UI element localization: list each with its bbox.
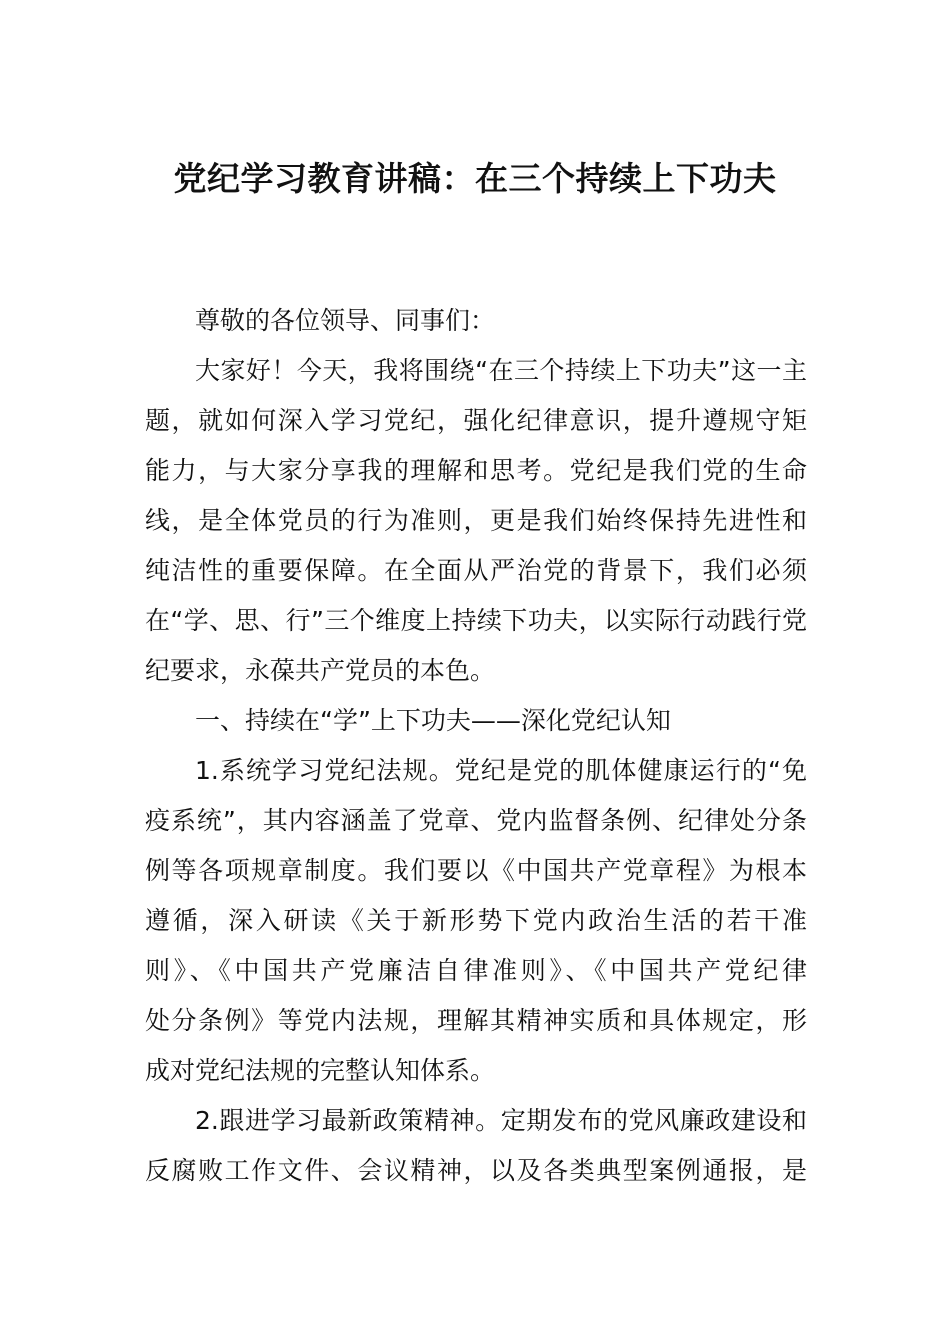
paragraph-line: 反腐败工作文件、会议精神，以及各类典型案例通报，是	[145, 1156, 807, 1185]
paragraph-line: 纯洁性的重要保障。在全面从严治党的背景下，我们必须	[145, 556, 807, 585]
paragraph-line: 线，是全体党员的行为准则，更是我们始终保持先进性和	[145, 506, 807, 535]
paragraph-intro	[145, 346, 807, 696]
paragraph-line: 在“学、思、行”三个维度上持续下功夫，以实际行动践行党	[145, 606, 807, 635]
paragraph-policy-study	[145, 1096, 807, 1196]
document-title: 党纪学习教育讲稿：在三个持续上下功夫	[173, 159, 777, 198]
paragraph-line: 大家好！今天，我将围绕“在三个持续上下功夫”这一主	[195, 356, 807, 385]
paragraph-line: 成对党纪法规的完整认知体系。	[145, 1056, 496, 1085]
paragraph-line: 能力，与大家分享我的理解和思考。党纪是我们党的生命	[145, 456, 807, 485]
greeting	[145, 296, 807, 346]
paragraph-line: 2.跟进学习最新政策精神。定期发布的党风廉政建设和	[195, 1106, 807, 1135]
paragraph-line: 则》、《中国共产党廉洁自律准则》、《中国共产党纪律	[145, 956, 807, 985]
paragraph-line: 例等各项规章制度。我们要以《中国共产党章程》为根本	[145, 856, 807, 885]
section-heading	[145, 696, 807, 746]
paragraph-line: 遵循，深入研读《关于新形势下党内政治生活的若干准	[145, 906, 807, 935]
section-heading-text: 一、持续在“学”上下功夫——深化党纪认知	[195, 706, 671, 735]
paragraph-line: 处分条例》等党内法规，理解其精神实质和具体规定，形	[145, 1006, 807, 1035]
paragraph-study-regulations	[145, 746, 807, 1096]
greeting-line: 尊敬的各位领导、同事们：	[195, 306, 496, 335]
paragraph-line: 1.系统学习党纪法规。党纪是党的肌体健康运行的“免	[195, 756, 807, 785]
paragraph-line: 纪要求，永葆共产党员的本色。	[145, 656, 496, 685]
paragraph-line: 题，就如何深入学习党纪，强化纪律意识，提升遵规守矩	[145, 406, 807, 435]
paragraph-line: 疫系统”，其内容涵盖了党章、党内监督条例、纪律处分条	[145, 806, 807, 835]
